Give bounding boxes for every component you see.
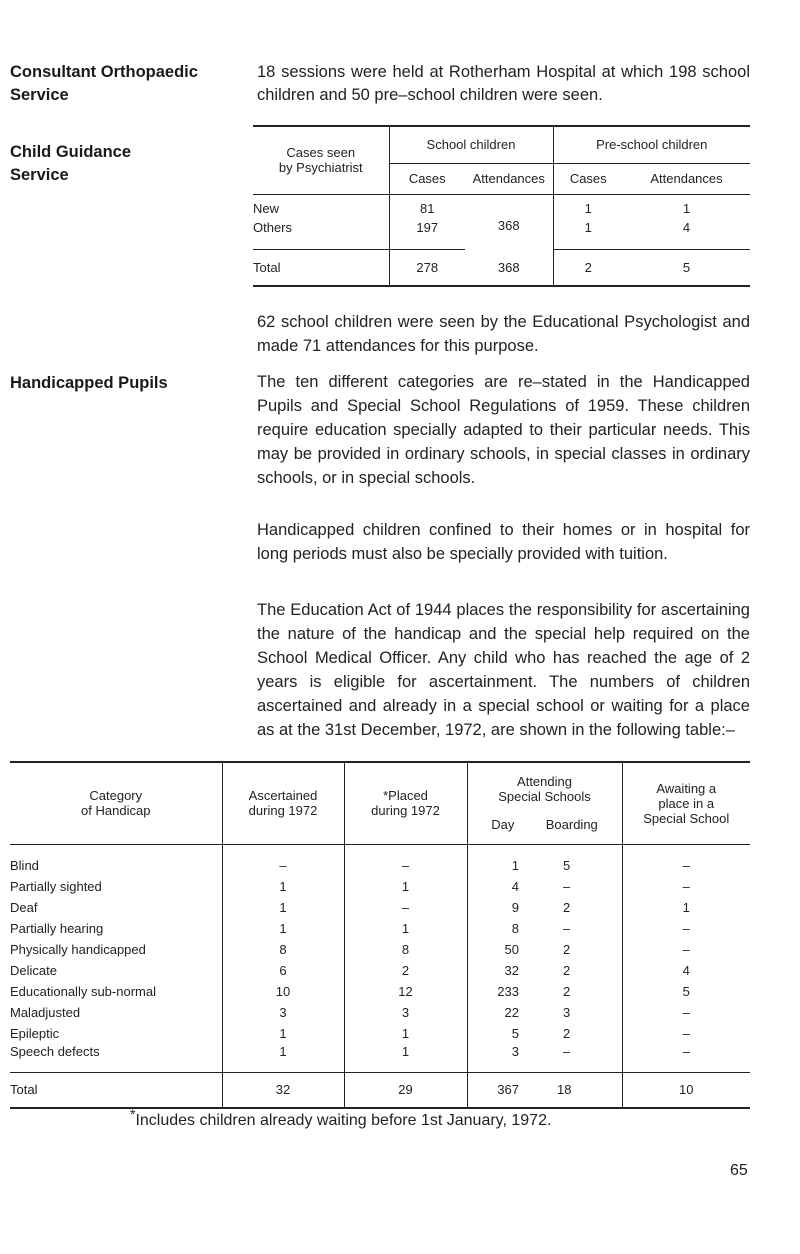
handicap-table (10, 761, 750, 1109)
total-category: Total (10, 1072, 222, 1108)
row-day: 32 (467, 960, 523, 981)
footnote-mark: * (130, 1106, 136, 1122)
row-boarding: 2 (563, 984, 571, 999)
school-children-header: School children (389, 126, 553, 163)
row-category: Delicate (10, 963, 57, 978)
total-boarding: 18 (523, 1072, 622, 1108)
psychologist-text: 62 school children were seen by the Educational Psychologist and made 71 attendances for this purpose. (257, 313, 750, 355)
row-others-school-cases: 197 (389, 216, 465, 250)
school-attendances-combined: 368 (497, 217, 520, 233)
row-day: 9 (467, 897, 523, 918)
row-placed: 1 (344, 1044, 467, 1072)
row-new-pre-cases: 1 (553, 194, 623, 216)
total-day: 367 (467, 1072, 523, 1108)
handicapped-para-1: The ten different categories are re–stated in the Handicapped Pupils and Special School Regulations of 1959. These children require education specially adapted to their particular needs. This may be provided in ordinary schools, in special classes in ordinary schools, or in special schools. (257, 373, 750, 487)
total-school-attendances: 368 (465, 250, 553, 286)
row-awaiting: 5 (622, 981, 750, 1002)
row-awaiting: – (622, 939, 750, 960)
row-awaiting: – (622, 844, 750, 876)
row-placed: 1 (344, 918, 467, 939)
row-boarding: 2 (563, 900, 571, 915)
row-boarding: – (563, 1044, 571, 1059)
awaiting-header: Awaiting a place in a Special School (622, 762, 750, 844)
row-awaiting: – (622, 876, 750, 897)
table-row (10, 1002, 750, 1023)
preschool-attendances-header: Attendances (623, 163, 750, 194)
psychiatrist-cases-table (253, 125, 750, 287)
row-awaiting: – (622, 918, 750, 939)
row-new-school-cases: 81 (389, 194, 465, 216)
table-row (10, 1044, 750, 1072)
row-awaiting: 1 (622, 897, 750, 918)
total-ascertained: 32 (222, 1072, 344, 1108)
row-placed: – (344, 844, 467, 876)
total-label: Total (253, 250, 389, 286)
row-category: Maladjusted (10, 1005, 81, 1020)
table-row (10, 844, 750, 876)
total-pre-attendances: 5 (623, 250, 750, 286)
row-day: 5 (467, 1023, 523, 1044)
row-placed: 1 (344, 876, 467, 897)
ascertained-header: Ascertained during 1972 (222, 762, 344, 844)
row-ascertained: – (222, 844, 344, 876)
row-ascertained: 3 (222, 1002, 344, 1023)
row-category: Deaf (10, 900, 38, 915)
school-cases-header: Cases (389, 163, 465, 194)
row-placed: 2 (344, 960, 467, 981)
row-category: Partially sighted (10, 879, 102, 894)
row-awaiting: – (622, 1044, 750, 1072)
row-category: Physically handicapped (10, 942, 146, 957)
handicapped-para-2: Handicapped children confined to their homes or in hospital for long periods must also be specially provided with tuition. (257, 521, 750, 563)
school-attendances-header: Attendances (465, 163, 553, 194)
attending-header: Attending Special Schools Day Boarding (467, 762, 622, 844)
row-awaiting: 4 (622, 960, 750, 981)
row-category: Educationally sub-normal (10, 984, 156, 999)
day-header: Day (491, 817, 515, 833)
row-placed: 8 (344, 939, 467, 960)
total-pre-cases: 2 (553, 250, 623, 286)
table-row (10, 918, 750, 939)
table-row (10, 1023, 750, 1044)
child-guidance-heading: Child Guidance Service (10, 143, 132, 184)
row-ascertained: 1 (222, 918, 344, 939)
total-school-cases: 278 (389, 250, 465, 286)
row-ascertained: 1 (222, 897, 344, 918)
orthopaedic-heading: Consultant Orthopaedic Service (10, 63, 198, 104)
orthopaedic-text: 18 sessions were held at Rotherham Hospital at which 198 school children and 50 pre–school children were seen. (257, 63, 750, 104)
row-boarding: 2 (563, 1026, 571, 1041)
page-number: 65 (730, 1162, 748, 1179)
row-boarding: 2 (563, 942, 571, 957)
cases-seen-header: Cases seen by Psychiatrist (253, 126, 389, 194)
row-boarding: 3 (563, 1005, 571, 1020)
row-boarding: – (563, 879, 571, 894)
preschool-children-header: Pre-school children (553, 126, 750, 163)
boarding-header: Boarding (545, 817, 598, 833)
handicapped-heading: Handicapped Pupils (10, 374, 168, 392)
row-category: Partially hearing (10, 921, 104, 936)
row-day: 3 (467, 1044, 523, 1072)
row-ascertained: 8 (222, 939, 344, 960)
row-others-pre-cases: 1 (553, 216, 623, 250)
row-ascertained: 1 (222, 1023, 344, 1044)
placed-header: *Placed during 1972 (344, 762, 467, 844)
row-day: 4 (467, 876, 523, 897)
row-day: 233 (467, 981, 523, 1002)
row-day: 8 (467, 918, 523, 939)
row-category: Speech defects (10, 1044, 100, 1059)
row-category: Epileptic (10, 1026, 60, 1041)
total-placed: 29 (344, 1072, 467, 1108)
row-ascertained: 6 (222, 960, 344, 981)
total-awaiting: 10 (622, 1072, 750, 1108)
row-placed: 1 (344, 1023, 467, 1044)
row-day: 22 (467, 1002, 523, 1023)
row-ascertained: 1 (222, 876, 344, 897)
row-boarding: 2 (563, 963, 571, 978)
row-new-pre-attendances: 1 (682, 200, 691, 216)
total-row (10, 1072, 750, 1108)
category-header: Category of Handicap (10, 762, 222, 844)
row-category: Blind (10, 857, 39, 873)
row-awaiting: – (622, 1023, 750, 1044)
row-placed: 3 (344, 1002, 467, 1023)
row-placed: 12 (344, 981, 467, 1002)
table-row (10, 939, 750, 960)
row-ascertained: 10 (222, 981, 344, 1002)
row-boarding: 5 (563, 857, 571, 873)
table-row (10, 960, 750, 981)
footnote: *Includes children already waiting before 1st January, 1972. (130, 1106, 552, 1129)
row-others-pre-attendances: 4 (623, 216, 750, 250)
row-others-label: Others (253, 216, 389, 250)
row-day: 1 (467, 844, 523, 876)
row-awaiting: – (622, 1002, 750, 1023)
handicapped-para-3: The Education Act of 1944 places the responsibility for ascertaining the nature of the handicap and the special help required on the School Medical Officer. Any child who has reached the age of 2 years is eligible for ascertainment. The numbers of children ascertained and already in a special school or waiting for a place as at the 31st December, 1972, are shown in the following table:– (257, 601, 750, 739)
row-day: 50 (467, 939, 523, 960)
row-placed: – (344, 897, 467, 918)
row-ascertained: 1 (222, 1044, 344, 1072)
table-row (10, 897, 750, 918)
row-new-label: New (253, 200, 280, 216)
preschool-cases-header: Cases (553, 163, 623, 194)
table-row (10, 876, 750, 897)
row-boarding: – (563, 921, 571, 936)
table-row (10, 981, 750, 1002)
